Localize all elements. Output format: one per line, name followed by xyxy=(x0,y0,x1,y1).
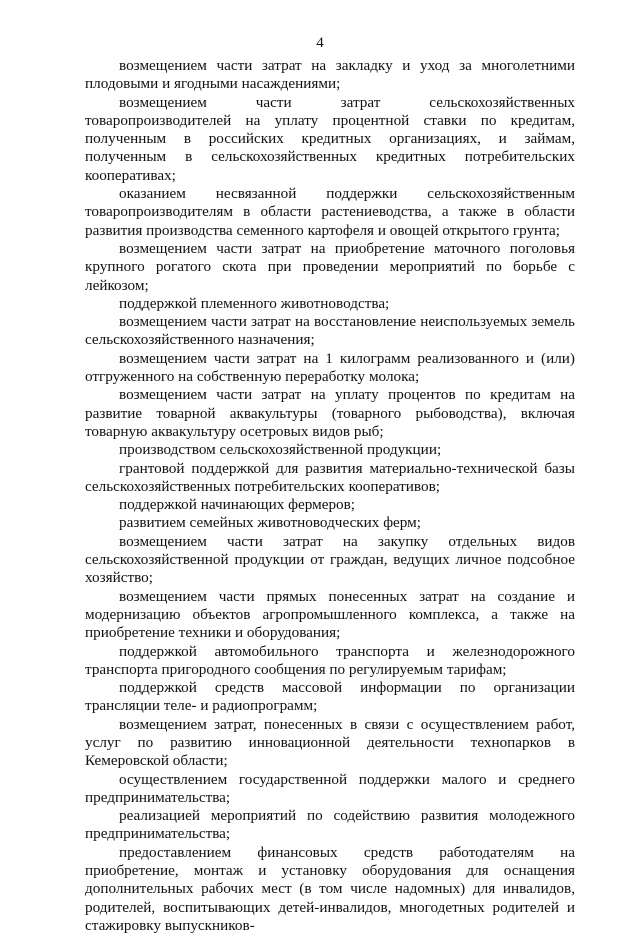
paragraph: предоставлением финансовых средств работодателям на приобретение, монтаж и установку оборудования для оснащения дополнительных рабочих мест (в том числе надомных) для инвалидов, родителей, воспитывающих детей-инвалидов, многодетных родителей и стажировку выпускников- xyxy=(85,843,575,934)
paragraph: реализацией мероприятий по содействию развития молодежного предпринимательства; xyxy=(85,807,575,843)
paragraph: возмещением части затрат на 1 килограмм реализованного и (или) отгруженного на собственную переработку молока; xyxy=(85,349,575,386)
paragraph: возмещением части затрат на закупку отдельных видов сельскохозяйственной продукции от граждан, ведущих личное подсобное хозяйство; xyxy=(85,532,575,587)
paragraph: осуществлением государственной поддержки малого и среднего предпринимательства; xyxy=(85,770,575,806)
paragraph: поддержкой автомобильного транспорта и железнодорожного транспорта пригородного сообщения по регулируемым тарифам; xyxy=(85,642,575,678)
paragraph: грантовой поддержкой для развития материально-технической базы сельскохозяйственных потребительских кооперативов; xyxy=(85,459,575,495)
paragraph: поддержкой начинающих фермеров; xyxy=(119,496,356,514)
paragraph: возмещением части затрат на восстановление неиспользуемых земель сельскохозяйственного назначения; xyxy=(85,313,575,349)
paragraph: поддержкой средств массовой информации по организации трансляции теле- и радиопрограмм; xyxy=(85,679,575,715)
paragraph: возмещением части затрат сельскохозяйственных товаропроизводителей на уплату процентной ставки по кредитам, полученным в российских кредитных организациях, и займам, полученным в сельскохозяйственных кредитных потребительских кооперативах; xyxy=(85,93,575,184)
body-text xyxy=(85,57,575,935)
paragraph: производством сельскохозяйственной продукции; xyxy=(119,441,442,459)
paragraph: возмещением части затрат на закладку и уход за многолетними плодовыми и ягодными насаждениями; xyxy=(85,57,575,93)
paragraph: возмещением затрат, понесенных в связи с осуществлением работ, услуг по развитию инновационной деятельности технопарков в Кемеровской области; xyxy=(85,715,575,770)
paragraph: возмещением части прямых понесенных затрат на создание и модернизацию объектов агропромышленного комплекса, а также на приобретение техники и оборудования; xyxy=(85,587,575,642)
paragraph: возмещением части затрат на приобретение маточного поголовья крупного рогатого скота при проведении мероприятий по борьбе с лейкозом; xyxy=(85,239,575,294)
paragraph: возмещением части затрат на уплату процентов по кредитам на развитие товарной аквакультуры (товарного рыбоводства), включая товарную аквакультуру осетровых видов рыб; xyxy=(85,386,575,440)
paragraph: оказанием несвязанной поддержки сельскохозяйственным товаропроизводителям в области растениеводства, а также в области развития производства семенного картофеля и овощей открытого грунта; xyxy=(85,185,575,239)
page-number: 4 xyxy=(316,35,324,51)
paragraph: развитием семейных животноводческих ферм; xyxy=(119,514,421,532)
paragraph: поддержкой племенного животноводства; xyxy=(119,294,390,312)
